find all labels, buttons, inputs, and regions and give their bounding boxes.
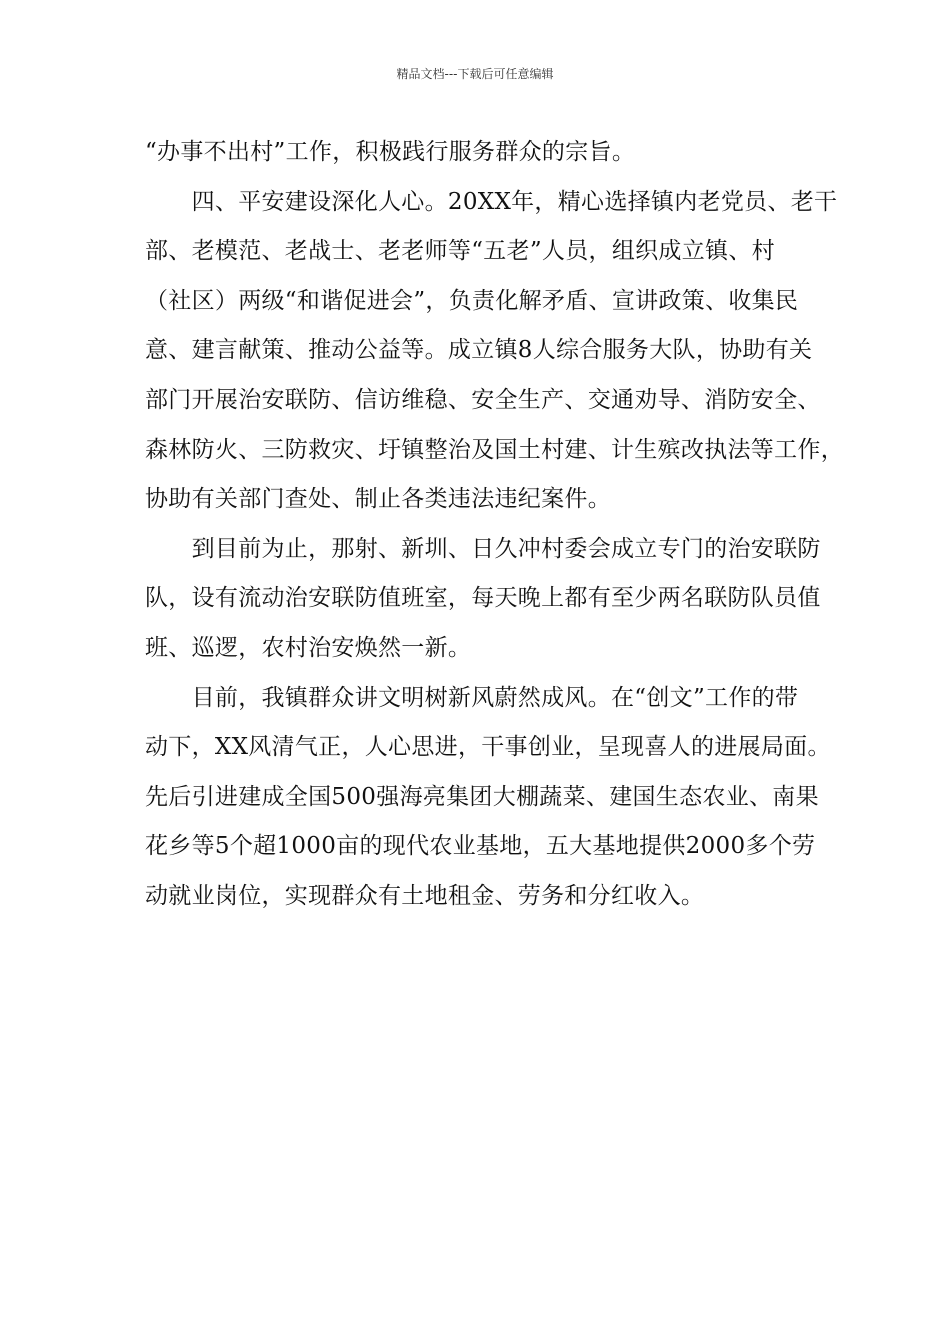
text-line: “办事不出村”工作，积极践行服务群众的宗旨。	[145, 139, 636, 165]
text-line: 目前，我镇群众讲文明树新风蔚然成风。在“创文”工作的带	[145, 684, 799, 711]
text-line: 花乡等5个超1000亩的现代农业基地，五大基地提供2000多个劳	[145, 833, 816, 860]
text-line: 四、平安建设深化人心。20XX年，精心选择镇内老党员、老干	[145, 188, 838, 215]
text-line: 班、巡逻，农村治安焕然一新。	[145, 634, 472, 661]
document-body	[145, 128, 844, 922]
text-line: 到目前为止，那射、新圳、日久冲村委会成立专门的治安联防	[145, 535, 821, 562]
text-line: （社区）两级“和谐促进会”，负责化解矛盾、宣讲政策、收集民	[145, 287, 799, 314]
text-line: 森林防火、三防救灾、圩镇整治及国土村建、计生殡改执法等工作，	[145, 436, 844, 463]
text-line: 动就业岗位，实现群众有土地租金、劳务和分红收入。	[145, 882, 705, 909]
text-line: 动下，XX风清气正，人心思进，干事创业，呈现喜人的进展局面。	[145, 734, 831, 761]
text-line: 部门开展治安联防、信访维稳、安全生产、交通劝导、消防安全、	[145, 386, 821, 413]
text-line: 队，设有流动治安联防值班室，每天晚上都有至少两名联防队员值	[145, 585, 821, 612]
text-line: 先后引进建成全国500强海亮集团大棚蔬菜、建国生态农业、南果	[145, 783, 819, 810]
text-line: 部、老模范、老战士、老老师等“五老”人员，组织成立镇、村	[145, 238, 775, 265]
text-line: 意、建言献策、推动公益等。成立镇8人综合服务大队，协助有关	[145, 337, 813, 364]
page-header: 精品文档---下载后可任意编辑	[396, 67, 554, 81]
text-line: 协助有关部门查处、制止各类违法违纪案件。	[145, 486, 611, 513]
